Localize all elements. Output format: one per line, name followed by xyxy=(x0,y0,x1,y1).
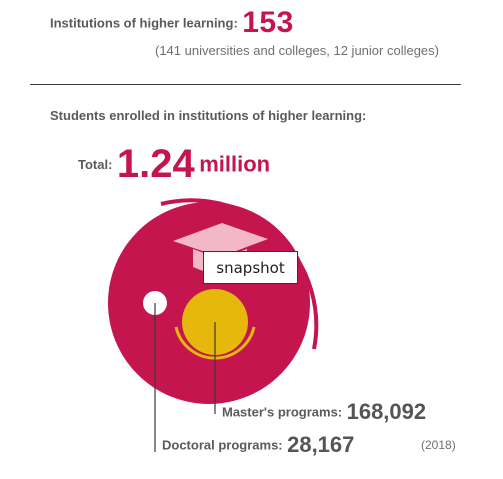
total-value: 1.24 xyxy=(116,142,195,186)
doctoral-row xyxy=(162,432,354,458)
students-heading: Students enrolled in institutions of higher learning: xyxy=(50,108,367,123)
year-label: (2018) xyxy=(421,438,456,452)
masters-value: 168,092 xyxy=(346,399,427,424)
masters-label: Master's programs: xyxy=(222,404,343,420)
total-label: Total: xyxy=(78,157,113,172)
total-unit: million xyxy=(199,151,271,177)
snapshot-button[interactable]: snapshot xyxy=(203,251,298,284)
doctoral-label: Doctoral programs: xyxy=(162,437,283,453)
institutions-detail: (141 universities and colleges, 12 junior colleges) xyxy=(155,43,439,58)
doctoral-value: 28,167 xyxy=(287,432,355,457)
institutions-count: 153 xyxy=(242,6,294,39)
institutions-label: Institutions of higher learning: xyxy=(50,15,238,31)
masters-row xyxy=(222,399,426,425)
